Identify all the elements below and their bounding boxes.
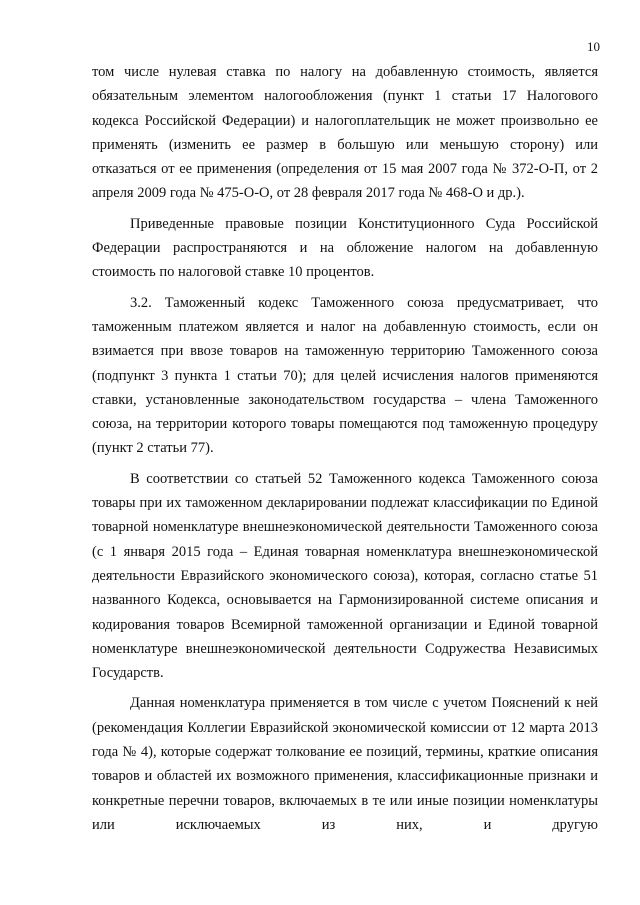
paragraph-continuation: том числе нулевая ставка по налогу на добавленную стоимость, является обязательным элементом налогообложения (пункт 1 статьи 17 Налогового кодекса Российской Федерации) и налогоплательщик не может произвольно ее применять (изменить ее размер в большую или меньшую сторону) или отказаться от ее применения (определения от 15 мая 2007 года № 372-О-П, от 2 апреля 2009 года № 475-О-О, от 28 февраля 2017 года № 468-О и др.). xyxy=(92,64,598,202)
paragraph-nomenclature-explanations: Данная номенклатура применяется в том числе с учетом Пояснений к ней (рекомендация Коллегии Евразийской экономической комиссии от 12 марта 2013 года № 4), которые содержат толкование ее позиций, термины, краткие описания товаров и областей их возможного применения, классификационные признаки и конкретные перечни товаров, включаемых в те или иные позиции номенклатуры или исключаемых из них, и другую xyxy=(92,695,598,833)
document-body xyxy=(92,60,598,843)
paragraph-customs-code: 3.2. Таможенный кодекс Таможенного союза предусматривает, что таможенным платежом является и налог на добавленную стоимость, если он взимается при ввозе товаров на таможенную территорию Таможенного союза (подпункт 3 пункта 1 статьи 70); для целей исчисления налогов применяются ставки, установленные законодательством государства – члена Таможенного союза, на территории которого товары помещаются под таможенную процедуру (пункт 2 статьи 77). xyxy=(92,294,598,457)
page-number: 10 xyxy=(587,39,600,54)
paragraph-legal-positions: Приведенные правовые позиции Конституционного Суда Российской Федерации распространяются и на обложение налогом на добавленную стоимость по налоговой ставке 10 процентов. xyxy=(92,215,598,281)
paragraph-classification: В соответствии со статьей 52 Таможенного кодекса Таможенного союза товары при их таможенном декларировании подлежат классификации по Единой товарной номенклатуре внешнеэкономической деятельности Таможенного союза (с 1 января 2015 года – Единая товарная номенклатура внешнеэкономической деятельности Евразийского экономического союза), которая, согласно статье 51 названного Кодекса, основывается на Гармонизированной системе описания и кодирования товаров Всемирной таможенной организации и Единой товарной номенклатуре внешнеэкономической деятельности Содружества Независимых Государств. xyxy=(92,470,598,682)
